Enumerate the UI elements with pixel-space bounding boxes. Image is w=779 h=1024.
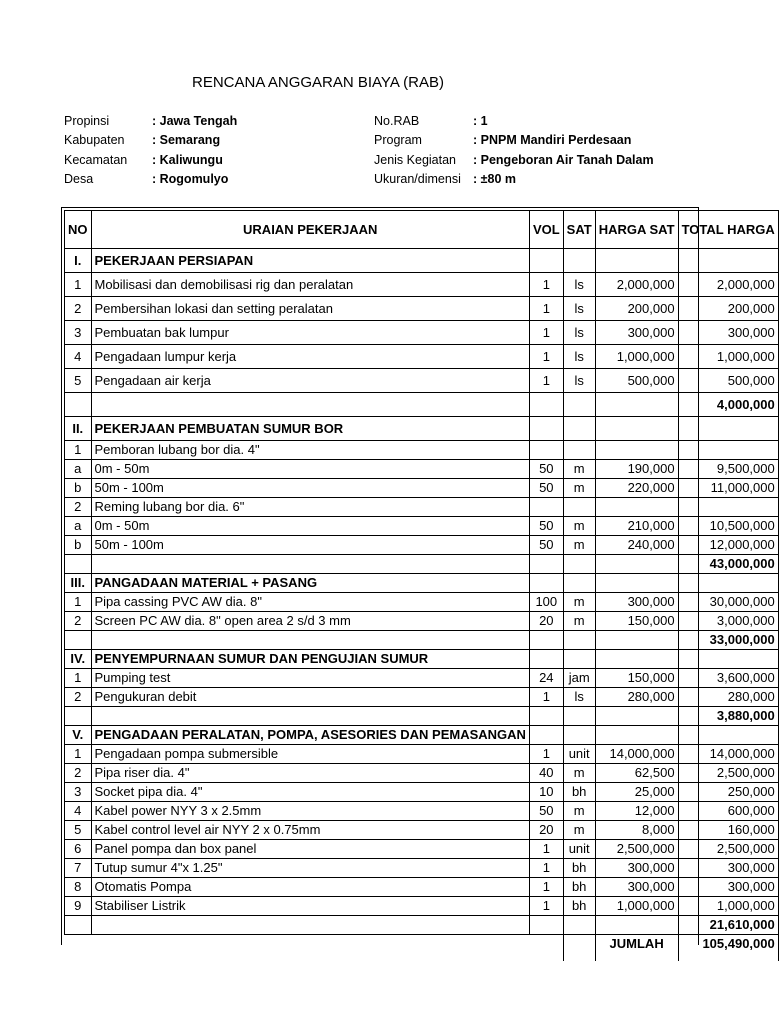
cell-total-harga: 14,000,000	[678, 745, 778, 764]
subtotal-row	[65, 707, 779, 726]
grand-total-value: 105,490,000	[678, 935, 778, 962]
cell-sat: m	[563, 593, 595, 612]
cell-no	[65, 916, 92, 935]
cell-uraian: Kabel power NYY 3 x 2.5mm	[91, 802, 529, 821]
table-row	[65, 593, 779, 612]
section-row	[65, 726, 779, 745]
cell-vol	[529, 555, 563, 574]
cell-uraian: 0m - 50m	[91, 460, 529, 479]
grand-total-empty-cell	[91, 935, 529, 962]
cell-total-harga: 160,000	[678, 821, 778, 840]
cell-harga-sat: 240,000	[595, 536, 678, 555]
cell-total-harga: 500,000	[678, 369, 778, 393]
info-value-program: : PNPM Mandiri Perdesaan	[473, 133, 632, 147]
cell-sat: bh	[563, 859, 595, 878]
cell-sat: ls	[563, 369, 595, 393]
cell-uraian: Pengadaan lumpur kerja	[91, 345, 529, 369]
info-value-propinsi: : Jawa Tengah	[152, 114, 238, 128]
cell-vol: 50	[529, 517, 563, 536]
cell-uraian	[91, 631, 529, 650]
header-uraian: URAIAN PEKERJAAN	[91, 211, 529, 249]
subtotal-row	[65, 555, 779, 574]
cell-sat	[563, 916, 595, 935]
cell-uraian: PEKERJAAN PERSIAPAN	[91, 249, 529, 273]
cell-total-harga	[678, 441, 778, 460]
cell-sat: ls	[563, 321, 595, 345]
info-label-propinsi: Propinsi	[64, 114, 110, 128]
cell-uraian: Pemboran lubang bor dia. 4"	[91, 441, 529, 460]
cell-vol: 1	[529, 688, 563, 707]
cell-total-harga	[678, 726, 778, 745]
cell-vol: 1	[529, 745, 563, 764]
cell-no: 1	[65, 669, 92, 688]
cell-no: 5	[65, 369, 92, 393]
cell-no: 3	[65, 321, 92, 345]
cell-vol: 50	[529, 802, 563, 821]
cell-no: b	[65, 479, 92, 498]
cell-harga-sat: 8,000	[595, 821, 678, 840]
cell-total-harga: 600,000	[678, 802, 778, 821]
cell-harga-sat: 280,000	[595, 688, 678, 707]
cell-harga-sat: 1,000,000	[595, 345, 678, 369]
rab-table	[64, 210, 779, 961]
cell-sat: m	[563, 536, 595, 555]
cell-vol	[529, 631, 563, 650]
table-row	[65, 821, 779, 840]
header-vol: VOL	[529, 211, 563, 249]
cell-sat: ls	[563, 345, 595, 369]
cell-uraian: Otomatis Pompa	[91, 878, 529, 897]
cell-total-harga: 21,610,000	[678, 916, 778, 935]
cell-harga-sat: 1,000,000	[595, 897, 678, 916]
cell-harga-sat: 200,000	[595, 297, 678, 321]
cell-uraian: PANGADAAN MATERIAL + PASANG	[91, 574, 529, 593]
cell-total-harga: 1,000,000	[678, 897, 778, 916]
cell-harga-sat: 2,000,000	[595, 273, 678, 297]
cell-total-harga: 1,000,000	[678, 345, 778, 369]
cell-no: 1	[65, 441, 92, 460]
table-row	[65, 498, 779, 517]
cell-harga-sat: 25,000	[595, 783, 678, 802]
cell-vol: 24	[529, 669, 563, 688]
cell-uraian: Stabiliser Listrik	[91, 897, 529, 916]
cell-harga-sat: 14,000,000	[595, 745, 678, 764]
grand-total-row	[65, 935, 779, 962]
cell-no	[65, 707, 92, 726]
info-label-desa: Desa	[64, 172, 94, 186]
cell-sat: bh	[563, 783, 595, 802]
table-row	[65, 536, 779, 555]
cell-vol: 50	[529, 479, 563, 498]
cell-harga-sat	[595, 417, 678, 441]
cell-uraian: Pembersihan lokasi dan setting peralatan	[91, 297, 529, 321]
cell-harga-sat: 150,000	[595, 669, 678, 688]
cell-vol: 50	[529, 460, 563, 479]
info-value-kabupaten: : Semarang	[152, 133, 221, 147]
cell-vol: 1	[529, 297, 563, 321]
cell-total-harga: 9,500,000	[678, 460, 778, 479]
cell-total-harga: 2,000,000	[678, 273, 778, 297]
table-row	[65, 688, 779, 707]
cell-vol: 50	[529, 536, 563, 555]
cell-vol: 20	[529, 821, 563, 840]
info-label-kabupaten: Kabupaten	[64, 133, 125, 147]
cell-sat	[563, 498, 595, 517]
header-no: NO	[65, 211, 92, 249]
cell-no: 4	[65, 802, 92, 821]
info-value-ukuran: : ±80 m	[473, 172, 516, 186]
info-label-no-rab: No.RAB	[374, 114, 420, 128]
cell-harga-sat	[595, 249, 678, 273]
cell-uraian: Pengukuran debit	[91, 688, 529, 707]
cell-vol: 1	[529, 859, 563, 878]
cell-vol: 40	[529, 764, 563, 783]
cell-no: V.	[65, 726, 92, 745]
cell-sat: jam	[563, 669, 595, 688]
cell-no: 2	[65, 688, 92, 707]
cell-total-harga: 33,000,000	[678, 631, 778, 650]
cell-uraian	[91, 707, 529, 726]
cell-uraian	[91, 555, 529, 574]
cell-total-harga: 2,500,000	[678, 764, 778, 783]
table-row	[65, 369, 779, 393]
cell-no: 2	[65, 297, 92, 321]
table-row	[65, 345, 779, 369]
cell-sat: bh	[563, 897, 595, 916]
cell-total-harga: 300,000	[678, 321, 778, 345]
cell-vol	[529, 441, 563, 460]
cell-vol: 1	[529, 345, 563, 369]
cell-uraian: Reming lubang bor dia. 6"	[91, 498, 529, 517]
cell-no: 2	[65, 764, 92, 783]
info-label-ukuran: Ukuran/dimensi	[374, 172, 461, 186]
cell-uraian	[91, 393, 529, 417]
cell-vol: 10	[529, 783, 563, 802]
table-row	[65, 612, 779, 631]
cell-harga-sat: 210,000	[595, 517, 678, 536]
table-row	[65, 441, 779, 460]
cell-harga-sat: 190,000	[595, 460, 678, 479]
table-header-row	[65, 211, 779, 249]
cell-vol: 1	[529, 273, 563, 297]
cell-harga-sat	[595, 574, 678, 593]
info-value-desa: : Rogomulyo	[152, 172, 229, 186]
cell-total-harga	[678, 574, 778, 593]
table-row	[65, 669, 779, 688]
table-row	[65, 321, 779, 345]
cell-harga-sat	[595, 555, 678, 574]
cell-no: 1	[65, 273, 92, 297]
cell-sat	[563, 555, 595, 574]
cell-uraian: 0m - 50m	[91, 517, 529, 536]
cell-sat: m	[563, 479, 595, 498]
cell-harga-sat	[595, 707, 678, 726]
cell-total-harga	[678, 417, 778, 441]
cell-sat	[563, 417, 595, 441]
cell-harga-sat: 150,000	[595, 612, 678, 631]
cell-vol: 20	[529, 612, 563, 631]
cell-no	[65, 555, 92, 574]
cell-sat	[563, 249, 595, 273]
cell-harga-sat	[595, 631, 678, 650]
cell-sat: ls	[563, 297, 595, 321]
cell-sat: m	[563, 821, 595, 840]
cell-harga-sat: 500,000	[595, 369, 678, 393]
cell-uraian: PEKERJAAN PEMBUATAN SUMUR BOR	[91, 417, 529, 441]
section-row	[65, 650, 779, 669]
cell-no: b	[65, 536, 92, 555]
table-row	[65, 840, 779, 859]
cell-vol	[529, 498, 563, 517]
info-label-jenis-kegiatan: Jenis Kegiatan	[374, 153, 457, 167]
cell-uraian: Panel pompa dan box panel	[91, 840, 529, 859]
cell-no: 7	[65, 859, 92, 878]
cell-no: a	[65, 460, 92, 479]
cell-no: 2	[65, 498, 92, 517]
grand-total-label: JUMLAH	[595, 935, 678, 962]
cell-no: 3	[65, 783, 92, 802]
info-label-program: Program	[374, 133, 422, 147]
cell-vol: 1	[529, 369, 563, 393]
cell-total-harga: 3,000,000	[678, 612, 778, 631]
table-row	[65, 783, 779, 802]
cell-vol	[529, 707, 563, 726]
cell-no: 9	[65, 897, 92, 916]
cell-sat	[563, 650, 595, 669]
section-row	[65, 249, 779, 273]
table-row	[65, 517, 779, 536]
cell-sat: unit	[563, 745, 595, 764]
cell-no: III.	[65, 574, 92, 593]
table-row	[65, 878, 779, 897]
table-row	[65, 859, 779, 878]
cell-uraian: Pengadaan pompa submersible	[91, 745, 529, 764]
cell-vol: 1	[529, 840, 563, 859]
cell-harga-sat: 2,500,000	[595, 840, 678, 859]
cell-uraian: Pumping test	[91, 669, 529, 688]
cell-sat: unit	[563, 840, 595, 859]
cell-no: 2	[65, 612, 92, 631]
cell-no: II.	[65, 417, 92, 441]
cell-total-harga: 250,000	[678, 783, 778, 802]
subtotal-row	[65, 393, 779, 417]
cell-sat: m	[563, 802, 595, 821]
cell-sat: m	[563, 460, 595, 479]
cell-vol	[529, 574, 563, 593]
table-row	[65, 479, 779, 498]
cell-no: 5	[65, 821, 92, 840]
cell-sat	[563, 393, 595, 417]
cell-uraian: Socket pipa dia. 4"	[91, 783, 529, 802]
cell-uraian: 50m - 100m	[91, 536, 529, 555]
info-value-kecamatan: : Kaliwungu	[152, 153, 223, 167]
cell-uraian: Kabel control level air NYY 2 x 0.75mm	[91, 821, 529, 840]
grand-total-empty-cell	[65, 935, 92, 962]
cell-vol	[529, 249, 563, 273]
cell-no: a	[65, 517, 92, 536]
cell-harga-sat	[595, 498, 678, 517]
header-total-harga: TOTAL HARGA	[678, 211, 778, 249]
cell-harga-sat: 12,000	[595, 802, 678, 821]
cell-harga-sat	[595, 393, 678, 417]
cell-total-harga: 4,000,000	[678, 393, 778, 417]
cell-sat	[563, 574, 595, 593]
cell-total-harga: 300,000	[678, 859, 778, 878]
cell-total-harga	[678, 249, 778, 273]
cell-uraian	[91, 916, 529, 935]
info-value-no-rab: : 1	[473, 114, 488, 128]
cell-no: IV.	[65, 650, 92, 669]
cell-uraian: Pembuatan bak lumpur	[91, 321, 529, 345]
cell-total-harga: 200,000	[678, 297, 778, 321]
cell-vol: 1	[529, 897, 563, 916]
cell-uraian: Tutup sumur 4"x 1.25"	[91, 859, 529, 878]
cell-uraian: Mobilisasi dan demobilisasi rig dan peralatan	[91, 273, 529, 297]
cell-harga-sat	[595, 441, 678, 460]
cell-no: 1	[65, 593, 92, 612]
subtotal-row	[65, 916, 779, 935]
cell-vol	[529, 916, 563, 935]
cell-harga-sat	[595, 650, 678, 669]
cell-uraian: Pengadaan air kerja	[91, 369, 529, 393]
table-row	[65, 802, 779, 821]
cell-total-harga	[678, 498, 778, 517]
cell-harga-sat: 220,000	[595, 479, 678, 498]
section-row	[65, 417, 779, 441]
section-row	[65, 574, 779, 593]
cell-total-harga: 12,000,000	[678, 536, 778, 555]
cell-harga-sat	[595, 916, 678, 935]
cell-vol	[529, 726, 563, 745]
info-value-jenis-kegiatan: : Pengeboran Air Tanah Dalam	[473, 153, 654, 167]
cell-no: I.	[65, 249, 92, 273]
cell-uraian: Pipa riser dia. 4"	[91, 764, 529, 783]
table-row	[65, 897, 779, 916]
cell-total-harga: 280,000	[678, 688, 778, 707]
cell-harga-sat: 300,000	[595, 878, 678, 897]
cell-sat: m	[563, 517, 595, 536]
cell-sat: ls	[563, 688, 595, 707]
cell-sat: m	[563, 612, 595, 631]
cell-harga-sat: 62,500	[595, 764, 678, 783]
header-harga-sat: HARGA SAT	[595, 211, 678, 249]
cell-vol	[529, 417, 563, 441]
cell-harga-sat: 300,000	[595, 593, 678, 612]
table-row	[65, 273, 779, 297]
document-title: RENCANA ANGGARAN BIAYA (RAB)	[192, 74, 445, 91]
cell-total-harga: 43,000,000	[678, 555, 778, 574]
cell-uraian: 50m - 100m	[91, 479, 529, 498]
cell-harga-sat: 300,000	[595, 859, 678, 878]
cell-vol: 1	[529, 878, 563, 897]
cell-sat	[563, 631, 595, 650]
cell-no: 6	[65, 840, 92, 859]
grand-total-empty-cell	[529, 935, 563, 962]
cell-vol	[529, 650, 563, 669]
table-row	[65, 460, 779, 479]
table-row	[65, 764, 779, 783]
cell-harga-sat: 300,000	[595, 321, 678, 345]
cell-sat	[563, 441, 595, 460]
cell-total-harga: 3,600,000	[678, 669, 778, 688]
info-label-kecamatan: Kecamatan	[64, 153, 128, 167]
cell-harga-sat	[595, 726, 678, 745]
cell-vol: 100	[529, 593, 563, 612]
cell-total-harga: 3,880,000	[678, 707, 778, 726]
header-sat: SAT	[563, 211, 595, 249]
cell-total-harga: 10,500,000	[678, 517, 778, 536]
cell-uraian: PENGADAAN PERALATAN, POMPA, ASESORIES DAN PEMASANGAN	[91, 726, 529, 745]
cell-vol: 1	[529, 321, 563, 345]
cell-sat: m	[563, 764, 595, 783]
cell-sat: bh	[563, 878, 595, 897]
cell-sat	[563, 726, 595, 745]
cell-total-harga: 11,000,000	[678, 479, 778, 498]
cell-total-harga	[678, 650, 778, 669]
cell-sat: ls	[563, 273, 595, 297]
cell-no: 8	[65, 878, 92, 897]
subtotal-row	[65, 631, 779, 650]
cell-total-harga: 30,000,000	[678, 593, 778, 612]
cell-no: 1	[65, 745, 92, 764]
table-row	[65, 297, 779, 321]
cell-uraian: Screen PC AW dia. 8" open area 2 s/d 3 mm	[91, 612, 529, 631]
cell-sat	[563, 707, 595, 726]
cell-vol	[529, 393, 563, 417]
cell-total-harga: 300,000	[678, 878, 778, 897]
grand-total-empty-cell	[563, 935, 595, 962]
cell-no	[65, 631, 92, 650]
table-row	[65, 745, 779, 764]
cell-uraian: Pipa cassing PVC AW dia. 8"	[91, 593, 529, 612]
cell-total-harga: 2,500,000	[678, 840, 778, 859]
cell-no	[65, 393, 92, 417]
cell-uraian: PENYEMPURNAAN SUMUR DAN PENGUJIAN SUMUR	[91, 650, 529, 669]
cell-no: 4	[65, 345, 92, 369]
